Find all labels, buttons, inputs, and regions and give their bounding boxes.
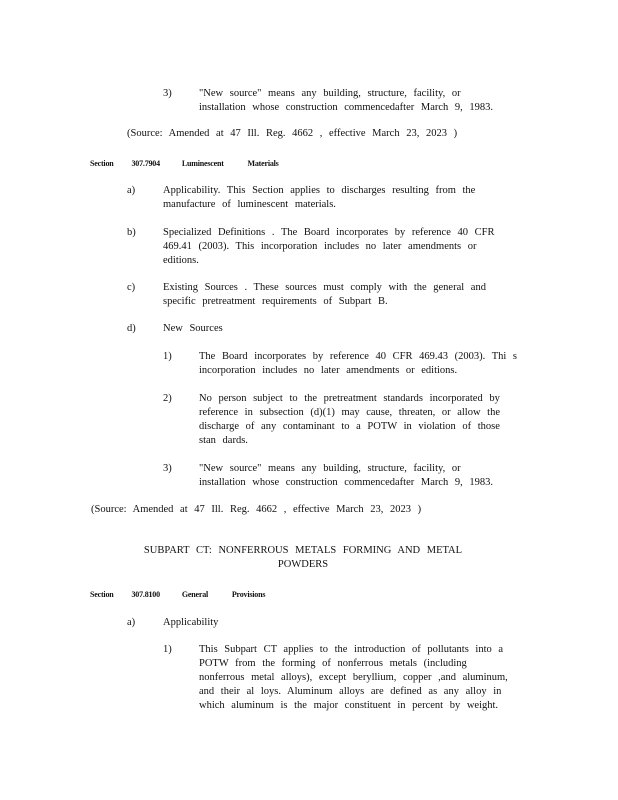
paragraph-line: specific pretreatment requirements of Subpart B. <box>163 296 388 307</box>
list-marker: 1) <box>163 644 172 655</box>
paragraph-line: Applicability <box>163 617 219 628</box>
paragraph-line: and their al loys. Aluminum alloys are defined as any alloy in <box>199 686 502 697</box>
paragraph-line: incorporation includes no later amendments or editions. <box>199 365 458 376</box>
section-heading <box>90 157 279 171</box>
list-marker: 1) <box>163 351 172 362</box>
paragraph-line: 469.41 (2003). This incorporation includes no later amendments or <box>163 241 477 252</box>
list-marker: c) <box>127 282 136 293</box>
section-heading <box>90 588 265 602</box>
list-marker: a) <box>127 617 136 628</box>
subpart-heading: SUBPART CT: NONFERROUS METALS FORMING AND METAL <box>143 545 463 556</box>
list-marker: 3) <box>163 463 172 474</box>
paragraph-line: Existing Sources . These sources must comply with the general and <box>163 282 486 293</box>
paragraph-line: manufacture of luminescent materials. <box>163 199 336 210</box>
paragraph-line: POTW from the forming of nonferrous metals (including <box>199 658 467 669</box>
paragraph-line: installation whose construction commencedafter March 9, 1983. <box>199 477 494 488</box>
paragraph-line: This Subpart CT applies to the introduction of pollutants into a <box>199 644 504 655</box>
section-title: Luminescent Materials <box>181 159 279 168</box>
list-marker: 3) <box>163 88 172 99</box>
paragraph-line: The Board incorporates by reference 40 CFR 469.43 (2003). Thi s <box>199 351 517 362</box>
paragraph-line: Applicability. This Section applies to discharges resulting from the <box>163 185 476 196</box>
section-label: Section <box>90 159 114 168</box>
paragraph-line: "New source" means any building, structure, facility, or <box>199 88 461 99</box>
paragraph-line: discharge of any contaminant to a POTW in violation of those <box>199 421 500 432</box>
paragraph-line: reference in subsection (d)(1) may cause, threaten, or allow the <box>199 407 501 418</box>
source-note: (Source: Amended at 47 Ill. Reg. 4662 , effective March 23, 2023 ) <box>91 504 422 515</box>
section-number: 307.8100 <box>131 590 160 599</box>
list-marker: b) <box>127 227 136 238</box>
section-number: 307.7904 <box>131 159 160 168</box>
paragraph-line: No person subject to the pretreatment standards incorporated by <box>199 393 500 404</box>
section-label: Section <box>90 590 114 599</box>
subpart-heading-continued: POWDERS <box>277 559 329 570</box>
paragraph-line: Specialized Definitions . The Board incorporates by reference 40 CFR <box>163 227 495 238</box>
list-marker: a) <box>127 185 136 196</box>
paragraph-line: stan dards. <box>199 435 248 446</box>
paragraph-line: editions. <box>163 255 199 266</box>
paragraph-line: New Sources <box>163 323 223 334</box>
list-marker: d) <box>127 323 136 334</box>
paragraph-line: nonferrous metal alloys), except beryllium, copper ,and aluminum, <box>199 672 508 683</box>
paragraph-line: which aluminum is the major constituent in percent by weight. <box>199 700 499 711</box>
paragraph-line: installation whose construction commencedafter March 9, 1983. <box>199 102 494 113</box>
section-title: General Provisions <box>181 590 266 599</box>
list-marker: 2) <box>163 393 172 404</box>
source-note: (Source: Amended at 47 Ill. Reg. 4662 , effective March 23, 2023 ) <box>127 128 458 139</box>
paragraph-line: "New source" means any building, structure, facility, or <box>199 463 461 474</box>
